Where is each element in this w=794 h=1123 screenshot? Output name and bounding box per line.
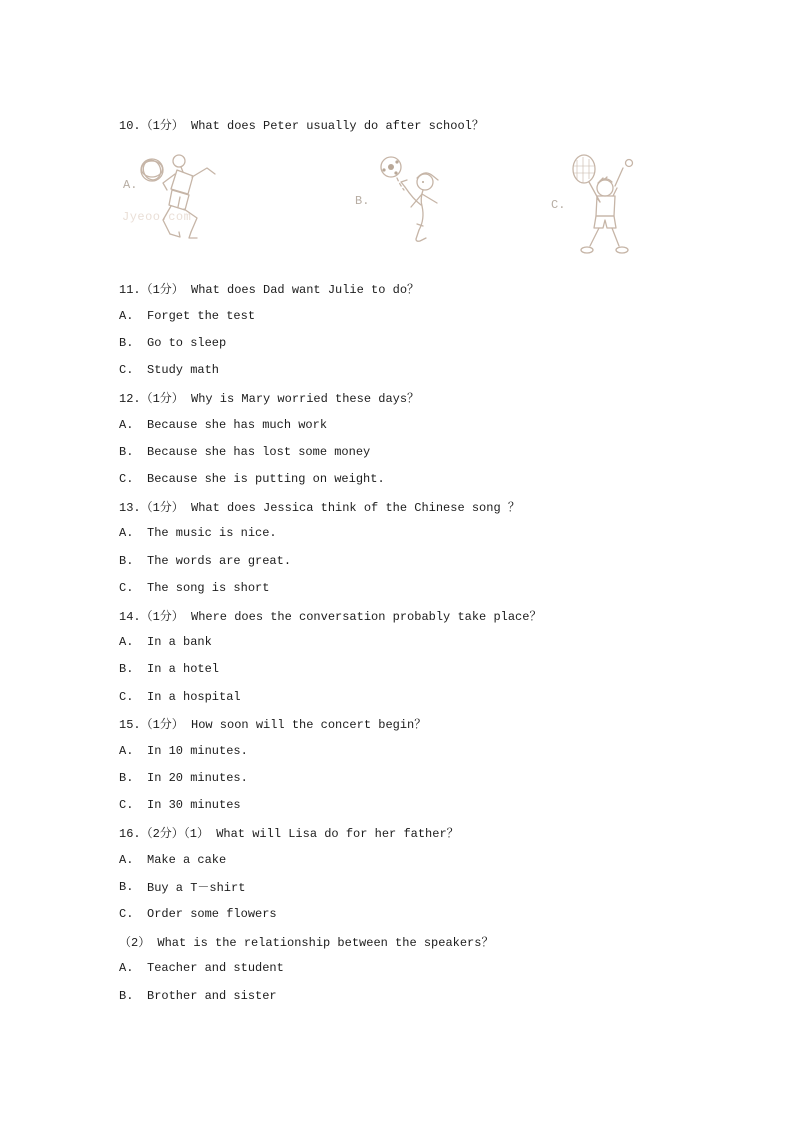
question-16-option-c bbox=[119, 901, 764, 928]
question-14-text: 14.（1分） Where does the conversation probably take place？ bbox=[119, 609, 542, 624]
option-letter: C. bbox=[119, 472, 134, 487]
question-15-option-b bbox=[119, 765, 764, 792]
question-10-header bbox=[119, 111, 764, 138]
question-14-option-c bbox=[119, 683, 764, 710]
image-label-c: C. bbox=[551, 198, 566, 213]
question-11-text: 11.（1分） What does Dad want Julie to do？ bbox=[119, 283, 420, 298]
option-text: Study math bbox=[147, 363, 220, 378]
option-text: In a bank bbox=[147, 635, 212, 650]
option-letter: A. bbox=[119, 635, 134, 650]
image-label-b: B. bbox=[355, 194, 370, 209]
option-letter: B. bbox=[119, 879, 134, 894]
question-11-option-a bbox=[119, 302, 764, 329]
option-letter: A. bbox=[119, 526, 134, 541]
option-letter: B. bbox=[119, 336, 134, 351]
question-14-header bbox=[119, 601, 764, 628]
image-label-a: A. bbox=[123, 178, 138, 193]
option-text: In a hotel bbox=[147, 662, 220, 677]
question-10-images bbox=[119, 138, 764, 275]
question-16-part2-option-a bbox=[119, 955, 764, 982]
option-text: Brother and sister bbox=[147, 988, 277, 1003]
question-13-option-a bbox=[119, 520, 764, 547]
option-text: In 10 minutes. bbox=[147, 743, 248, 758]
option-letter: B. bbox=[119, 988, 134, 1003]
question-11-option-b bbox=[119, 330, 764, 357]
option-letter: B. bbox=[119, 553, 134, 568]
football-kick-sketch-icon bbox=[375, 154, 453, 254]
question-13-text: 13.（1分） What does Jessica think of the Chinese song ？ bbox=[119, 500, 520, 515]
question-16-option-a bbox=[119, 846, 764, 873]
question-12-option-c bbox=[119, 466, 764, 493]
question-16-text: 16.（2分）（1） What will Lisa do for her father？ bbox=[119, 827, 459, 842]
option-text: The music is nice. bbox=[147, 526, 277, 541]
option-letter: A. bbox=[119, 743, 134, 758]
question-11-option-c bbox=[119, 357, 764, 384]
question-12-text: 12.（1分） Why is Mary worried these days？ bbox=[119, 392, 420, 407]
option-letter: C. bbox=[119, 363, 134, 378]
option-letter: B. bbox=[119, 662, 134, 677]
question-16-part2-option-b bbox=[119, 982, 764, 1009]
option-text: In 30 minutes bbox=[147, 798, 241, 813]
option-text: Order some flowers bbox=[147, 907, 277, 922]
option-text: Teacher and student bbox=[147, 961, 284, 976]
option-letter: C. bbox=[119, 907, 134, 922]
question-13-option-b bbox=[119, 547, 764, 574]
question-15-option-c bbox=[119, 792, 764, 819]
question-16-option-b bbox=[119, 873, 764, 900]
option-letter: A. bbox=[119, 961, 134, 976]
football-header-sketch-icon bbox=[137, 150, 237, 248]
option-letter: C. bbox=[119, 798, 134, 813]
option-text: In a hospital bbox=[147, 689, 241, 704]
option-text: Buy a T－shirt bbox=[147, 881, 246, 896]
option-text: The song is short bbox=[147, 580, 270, 595]
option-text: In 20 minutes. bbox=[147, 771, 248, 786]
question-12-header bbox=[119, 384, 764, 411]
option-letter: C. bbox=[119, 689, 134, 704]
question-10-text: 10.（1分） What does Peter usually do after school？ bbox=[119, 119, 484, 134]
question-15-text: 15.（1分） How soon will the concert begin？ bbox=[119, 718, 427, 733]
option-letter: A. bbox=[119, 308, 134, 323]
question-14-option-b bbox=[119, 656, 764, 683]
option-text: Because she has lost some money bbox=[147, 444, 371, 459]
option-text: Go to sleep bbox=[147, 336, 227, 351]
option-letter: C. bbox=[119, 580, 134, 595]
question-15-option-a bbox=[119, 737, 764, 764]
watermark: Jyeoo.com bbox=[122, 210, 192, 225]
option-letter: A. bbox=[119, 417, 134, 432]
question-11-header bbox=[119, 275, 764, 302]
question-14-option-a bbox=[119, 629, 764, 656]
question-13-option-c bbox=[119, 574, 764, 601]
badminton-sketch-icon bbox=[569, 154, 637, 264]
option-text: Make a cake bbox=[147, 852, 227, 867]
option-text: Because she has much work bbox=[147, 417, 328, 432]
question-13-header bbox=[119, 493, 764, 520]
option-text: Forget the test bbox=[147, 308, 256, 323]
question-12-option-a bbox=[119, 411, 764, 438]
option-letter: B. bbox=[119, 771, 134, 786]
option-letter: A. bbox=[119, 852, 134, 867]
question-12-option-b bbox=[119, 438, 764, 465]
question-16-header bbox=[119, 819, 764, 846]
question-16-part2-text: （2） What is the relationship between the speakers？ bbox=[119, 935, 494, 950]
option-text: The words are great. bbox=[147, 553, 292, 568]
question-16-part2-header bbox=[119, 928, 764, 955]
option-letter: B. bbox=[119, 444, 134, 459]
option-text: Because she is putting on weight. bbox=[147, 472, 385, 487]
question-15-header bbox=[119, 710, 764, 737]
